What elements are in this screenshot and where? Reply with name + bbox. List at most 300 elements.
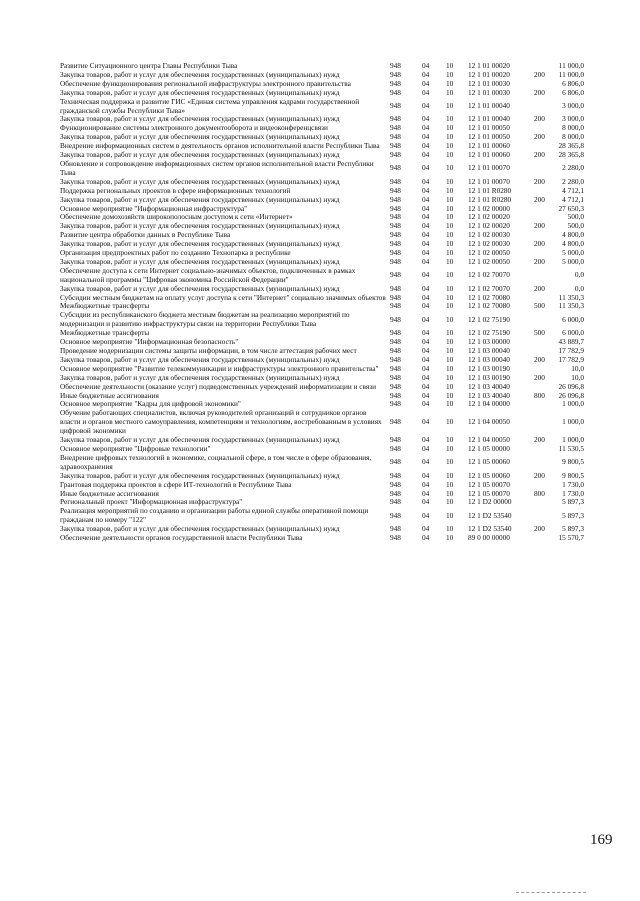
row-section-code: 04: [422, 132, 430, 142]
row-subsection-code: 10: [446, 399, 454, 409]
row-target-article: 12 1 01 00030: [468, 87, 510, 97]
row-ministry-code: 948: [390, 69, 401, 79]
row-subsection-code: 10: [446, 314, 454, 324]
row-ministry-code: 948: [390, 141, 401, 151]
row-section-code: 04: [422, 212, 430, 222]
row-amount: 10,0: [571, 372, 584, 382]
row-target-article: 12 1 05 00060: [468, 470, 510, 480]
row-target-article: 12 1 05 00000: [468, 443, 510, 453]
row-name: Закупка товаров, работ и услуг для обеспечения государственных (муниципальных) нужд: [60, 114, 340, 124]
row-name: Иные бюджетные ассигнования: [60, 488, 159, 498]
row-section-code: 04: [422, 176, 430, 186]
row-ministry-code: 948: [390, 354, 401, 364]
table-row: [60, 160, 584, 178]
row-subsection-code: 10: [446, 203, 454, 213]
row-amount: 0,0: [574, 270, 584, 280]
row-ministry-code: 948: [390, 457, 401, 467]
row-amount: 1 730,0: [562, 488, 584, 498]
row-section-code: 04: [422, 470, 430, 480]
row-name: Субсидии местным бюджетам на оплату услуг доступа к сети "Интернет" социально значимых объектов: [60, 292, 386, 302]
row-section-code: 04: [422, 510, 430, 520]
row-amount: 26 096,8: [558, 390, 584, 400]
row-subsection-code: 10: [446, 248, 454, 258]
row-ministry-code: 948: [390, 212, 401, 222]
row-section-code: 04: [422, 301, 430, 311]
row-expense-type: 200: [534, 256, 545, 266]
table-row: [60, 311, 584, 329]
row-target-article: 12 1 01 00050: [468, 132, 510, 142]
row-name: Поддержка региональных проектов в сфере информационных технологий: [60, 185, 291, 195]
row-section-code: 04: [422, 488, 430, 498]
row-amount: 9 800,5: [562, 457, 584, 467]
row-section-code: 04: [422, 363, 430, 373]
row-expense-type: 200: [534, 239, 545, 249]
row-ministry-code: 948: [390, 163, 401, 173]
row-subsection-code: 10: [446, 292, 454, 302]
row-ministry-code: 948: [390, 248, 401, 258]
row-section-code: 04: [422, 101, 430, 111]
row-section-code: 04: [422, 185, 430, 195]
row-target-article: 12 1 01 00060: [468, 141, 510, 151]
row-name: Закупка товаров, работ и услуг для обеспечения государственных (муниципальных) нужд: [60, 256, 340, 266]
row-section-code: 04: [422, 390, 430, 400]
row-subsection-code: 10: [446, 337, 454, 347]
row-section-code: 04: [422, 497, 430, 507]
row-ministry-code: 948: [390, 337, 401, 347]
row-name: Региональный проект "Информационная инфраструктура": [60, 497, 243, 507]
row-amount: 5 897,3: [562, 497, 584, 507]
row-name: Обеспечение деятельности органов государственной власти Республики Тыва: [60, 533, 303, 543]
row-section-code: 04: [422, 533, 430, 543]
row-target-article: 12 1 03 00040: [468, 346, 510, 355]
row-expense-type: [534, 534, 554, 543]
row-section-code: 04: [422, 69, 430, 79]
row-target-article: 12 1 02 70070: [468, 283, 510, 293]
row-amount: 11 350,3: [558, 301, 584, 311]
table-row: [60, 534, 584, 543]
row-subsection-code: 10: [446, 346, 454, 355]
row-subsection-code: 10: [446, 435, 454, 445]
row-target-article: 12 1 01 00040: [468, 114, 510, 124]
row-expense-type: 800: [534, 390, 545, 400]
row-expense-type: 200: [534, 524, 545, 534]
row-name: Организация предпроектных работ по созданию Технопарка в республике: [60, 248, 291, 258]
row-target-article: 12 1 03 40040: [468, 390, 510, 400]
row-amount: 4 800,0: [562, 239, 584, 249]
row-target-article: 12 1 03 00190: [468, 363, 510, 373]
row-section-code: 04: [422, 524, 430, 534]
row-name: Обеспечение функционирования региональной инфраструктуры электронного правительства: [60, 78, 351, 88]
table-row: [60, 267, 584, 285]
row-name: Грантовая поддержка проектов в сфере ИТ-технологий в Республике Тыва: [60, 479, 292, 489]
row-section-code: 04: [422, 372, 430, 382]
row-ministry-code: 948: [390, 435, 401, 445]
row-subsection-code: 10: [446, 524, 454, 534]
row-section-code: 04: [422, 194, 430, 204]
row-name: Закупка товаров, работ и услуг для обеспечения государственных (муниципальных) нужд: [60, 150, 340, 160]
row-section-code: 04: [422, 61, 430, 70]
row-ministry-code: 948: [390, 524, 401, 534]
row-section-code: 04: [422, 123, 430, 133]
row-name: Закупка товаров, работ и услуг для обеспечения государственных (муниципальных) нужд: [60, 470, 340, 480]
row-name: Обеспечение деятельности (оказание услуг) подведомственных учреждений информатизации и связи: [60, 381, 377, 391]
row-target-article: 12 1 03 00000: [468, 337, 510, 347]
row-amount: 1 000,0: [562, 435, 584, 445]
row-ministry-code: 948: [390, 470, 401, 480]
row-ministry-code: 948: [390, 114, 401, 124]
row-amount: 500,0: [567, 212, 584, 222]
row-section-code: 04: [422, 354, 430, 364]
row-section-code: 04: [422, 417, 430, 427]
row-section-code: 04: [422, 479, 430, 489]
row-name: Закупка товаров, работ и услуг для обеспечения государственных (муниципальных) нужд: [60, 194, 340, 204]
row-expense-type: 500: [534, 301, 545, 311]
row-name: Иные бюджетные ассигнования: [60, 390, 159, 400]
row-amount: 26 096,8: [558, 381, 584, 391]
row-expense-type: 200: [534, 354, 545, 364]
row-target-article: 12 1 03 40040: [468, 381, 510, 391]
row-target-article: 12 1 01 00030: [468, 78, 510, 88]
row-section-code: 04: [422, 256, 430, 266]
row-name: Закупка товаров, работ и услуг для обеспечения государственных (муниципальных) нужд: [60, 239, 340, 249]
row-ministry-code: 948: [390, 185, 401, 195]
row-subsection-code: 10: [446, 510, 454, 520]
row-section-code: 04: [422, 230, 430, 240]
row-amount: 43 889,7: [558, 337, 584, 347]
row-ministry-code: 948: [390, 256, 401, 266]
row-subsection-code: 10: [446, 301, 454, 311]
row-expense-type: 500: [534, 328, 545, 338]
row-name: Закупка товаров, работ и услуг для обеспечения государственных (муниципальных) нужд: [60, 372, 340, 382]
row-expense-type: [534, 400, 554, 409]
row-amount: 6 000,0: [562, 328, 584, 338]
row-name: Закупка товаров, работ и услуг для обеспечения государственных (муниципальных) нужд: [60, 524, 340, 534]
row-expense-type: [534, 160, 554, 178]
row-name: Техническая поддержка и развитие ГИС «Единая система управления кадрами государственной гражданской службы Республики Тыва»: [60, 96, 360, 115]
row-ministry-code: 948: [390, 132, 401, 142]
row-ministry-code: 948: [390, 390, 401, 400]
row-name: Закупка товаров, работ и услуг для обеспечения государственных (муниципальных) нужд: [60, 132, 340, 142]
row-target-article: 12 1 02 00020: [468, 212, 510, 222]
row-ministry-code: 948: [390, 194, 401, 204]
row-expense-type: [534, 311, 554, 329]
row-target-article: 12 1 01 00020: [468, 61, 510, 70]
row-name: Закупка товаров, работ и услуг для обеспечения государственных (муниципальных) нужд: [60, 283, 340, 293]
row-subsection-code: 10: [446, 176, 454, 186]
row-amount: 2 280,0: [562, 176, 584, 186]
row-target-article: 12 1 02 00020: [468, 221, 510, 231]
row-subsection-code: 10: [446, 417, 454, 427]
row-ministry-code: 948: [390, 510, 401, 520]
row-section-code: 04: [422, 163, 430, 173]
row-expense-type: 200: [534, 194, 545, 204]
row-expense-type: 200: [534, 283, 545, 293]
row-name: Основное мероприятие "Информационная безопасность": [60, 337, 239, 347]
row-ministry-code: 948: [390, 176, 401, 186]
row-section-code: 04: [422, 78, 430, 88]
row-name: Обновление и сопровождение информационных систем органов исполнительной власти Республики Тыва: [60, 158, 374, 177]
row-ministry-code: 948: [390, 381, 401, 391]
row-amount: 4 712,1: [562, 194, 584, 204]
row-expense-type: 200: [534, 176, 545, 186]
row-expense-type: 200: [534, 87, 545, 97]
budget-table: [60, 62, 584, 543]
row-section-code: 04: [422, 443, 430, 453]
row-name: Развитие Ситуационного центра Главы Республики Тыва: [60, 61, 238, 70]
row-ministry-code: 948: [390, 372, 401, 382]
row-subsection-code: 10: [446, 479, 454, 489]
row-subsection-code: 10: [446, 283, 454, 293]
row-subsection-code: 10: [446, 239, 454, 249]
row-section-code: 04: [422, 141, 430, 151]
row-subsection-code: 10: [446, 270, 454, 280]
row-subsection-code: 10: [446, 497, 454, 507]
row-expense-type: [534, 267, 554, 285]
row-name: Внедрение информационных систем в деятельность органов исполнительной власти Республики Тыва: [60, 141, 380, 151]
row-target-article: 12 1 02 00000: [468, 203, 510, 213]
row-amount: 28 365,8: [558, 141, 584, 151]
row-subsection-code: 10: [446, 185, 454, 195]
row-target-article: 89 0 00 00000: [468, 533, 510, 543]
row-target-article: 12 1 04 00050: [468, 417, 510, 427]
row-name: Закупка товаров, работ и услуг для обеспечения государственных (муниципальных) нужд: [60, 69, 340, 79]
row-name: Развитие центра обработки данных в Республике Тыва: [60, 230, 231, 240]
row-expense-type: [534, 338, 554, 347]
row-ministry-code: 948: [390, 497, 401, 507]
row-ministry-code: 948: [390, 78, 401, 88]
row-expense-type: [534, 454, 554, 472]
row-name: Закупка товаров, работ и услуг для обеспечения государственных (муниципальных) нужд: [60, 176, 340, 186]
row-subsection-code: 10: [446, 114, 454, 124]
row-target-article: 12 1 04 00000: [468, 399, 510, 409]
row-amount: 3 000,0: [562, 114, 584, 124]
row-section-code: 04: [422, 87, 430, 97]
row-subsection-code: 10: [446, 381, 454, 391]
row-subsection-code: 10: [446, 328, 454, 338]
row-expense-type: 200: [534, 69, 545, 79]
row-expense-type: 200: [534, 372, 545, 382]
row-amount: 28 365,8: [558, 150, 584, 160]
row-subsection-code: 10: [446, 354, 454, 364]
row-amount: 15 570,7: [558, 533, 584, 543]
row-subsection-code: 10: [446, 470, 454, 480]
row-subsection-code: 10: [446, 390, 454, 400]
row-amount: 5 897,3: [562, 524, 584, 534]
row-section-code: 04: [422, 292, 430, 302]
row-subsection-code: 10: [446, 230, 454, 240]
row-amount: 1 730,0: [562, 479, 584, 489]
row-amount: 11 530,5: [558, 443, 584, 453]
row-section-code: 04: [422, 150, 430, 160]
row-ministry-code: 948: [390, 328, 401, 338]
table-row: [60, 507, 584, 525]
row-expense-type: [534, 205, 554, 214]
row-target-article: 12 1 02 00030: [468, 239, 510, 249]
row-amount: 17 782,9: [558, 346, 584, 355]
row-target-article: 12 1 01 00070: [468, 176, 510, 186]
row-target-article: 12 1 05 00060: [468, 457, 510, 467]
row-target-article: 12 1 02 00050: [468, 256, 510, 266]
row-section-code: 04: [422, 328, 430, 338]
row-subsection-code: 10: [446, 488, 454, 498]
row-amount: 11 000,0: [558, 69, 584, 79]
row-target-article: 12 1 01 R0280: [468, 194, 512, 204]
row-section-code: 04: [422, 283, 430, 293]
row-section-code: 04: [422, 435, 430, 445]
row-amount: 4 712,1: [562, 185, 584, 195]
row-ministry-code: 948: [390, 443, 401, 453]
row-amount: 10,0: [571, 363, 584, 373]
row-subsection-code: 10: [446, 87, 454, 97]
row-amount: 2 280,0: [562, 163, 584, 173]
row-target-article: 12 1 D2 53540: [468, 510, 512, 520]
row-subsection-code: 10: [446, 101, 454, 111]
row-amount: 6 000,0: [562, 314, 584, 324]
row-expense-type: 800: [534, 488, 545, 498]
scan-artifact: [516, 892, 586, 894]
row-amount: 17 782,9: [558, 354, 584, 364]
row-ministry-code: 948: [390, 479, 401, 489]
row-expense-type: [534, 507, 554, 525]
row-name: Реализация мероприятий по созданию и организации работы единой службы оперативной помощи гражданам по номеру "122": [60, 506, 369, 525]
row-amount: 8 000,0: [562, 132, 584, 142]
row-target-article: 12 1 02 00030: [468, 230, 510, 240]
table-row: [60, 409, 584, 436]
row-subsection-code: 10: [446, 61, 454, 70]
row-amount: 1 000,0: [562, 399, 584, 409]
row-amount: 6 806,0: [562, 87, 584, 97]
row-ministry-code: 948: [390, 314, 401, 324]
row-amount: 9 800,5: [562, 470, 584, 480]
row-expense-type: 200: [534, 132, 545, 142]
row-subsection-code: 10: [446, 533, 454, 543]
row-name: Закупка товаров, работ и услуг для обеспечения государственных (муниципальных) нужд: [60, 221, 340, 231]
row-name: Межбюджетные трансферты: [60, 301, 150, 311]
row-name: Внедрение цифровых технологий в экономике, социальной сфере, в том числе в сфере образования, здравоохранения: [60, 452, 372, 471]
row-ministry-code: 948: [390, 150, 401, 160]
row-ministry-code: 948: [390, 239, 401, 249]
row-subsection-code: 10: [446, 132, 454, 142]
row-name: Закупка товаров, работ и услуг для обеспечения государственных (муниципальных) нужд: [60, 354, 340, 364]
row-section-code: 04: [422, 399, 430, 409]
row-expense-type: [534, 409, 554, 436]
row-section-code: 04: [422, 248, 430, 258]
row-subsection-code: 10: [446, 363, 454, 373]
row-name: Обеспечение доступа к сети Интернет социально-значимых объектов, подключенных в рамках национальной программы "Цифровая экономика Российской Федерации": [60, 265, 356, 284]
row-name: Обеспечение домохозяйств широкополосным доступом к сети «Интернет»: [60, 212, 293, 222]
row-amount: 1 000,0: [562, 417, 584, 427]
row-ministry-code: 948: [390, 346, 401, 355]
row-section-code: 04: [422, 314, 430, 324]
row-subsection-code: 10: [446, 141, 454, 151]
row-target-article: 12 1 02 75190: [468, 314, 510, 324]
row-amount: 5 897,3: [562, 510, 584, 520]
row-amount: 6 806,0: [562, 78, 584, 88]
row-subsection-code: 10: [446, 163, 454, 173]
row-target-article: 12 1 03 00040: [468, 354, 510, 364]
row-ministry-code: 948: [390, 417, 401, 427]
row-name: Основное мероприятие "Развитие телекоммуникации и инфраструктуры электронного правительства": [60, 363, 379, 373]
row-subsection-code: 10: [446, 457, 454, 467]
row-amount: 11 000,0: [558, 61, 584, 70]
row-section-code: 04: [422, 203, 430, 213]
row-target-article: 12 1 05 00070: [468, 479, 510, 489]
row-subsection-code: 10: [446, 69, 454, 79]
row-amount: 0,0: [574, 283, 584, 293]
row-name: Межбюджетные трансферты: [60, 328, 150, 338]
row-subsection-code: 10: [446, 123, 454, 133]
row-ministry-code: 948: [390, 283, 401, 293]
row-expense-type: 200: [534, 435, 545, 445]
row-name: Функционирование системы электронного документооборота и видеоконференцсвязи: [60, 123, 328, 133]
row-name: Основное мероприятие "Кадры для цифровой экономики": [60, 399, 241, 409]
row-amount: 500,0: [567, 221, 584, 231]
table-row: [60, 98, 584, 116]
row-subsection-code: 10: [446, 372, 454, 382]
row-amount: 8 000,0: [562, 123, 584, 133]
row-subsection-code: 10: [446, 221, 454, 231]
row-subsection-code: 10: [446, 212, 454, 222]
row-expense-type: [534, 498, 554, 507]
row-section-code: 04: [422, 239, 430, 249]
row-amount: 3 000,0: [562, 101, 584, 111]
row-ministry-code: 948: [390, 87, 401, 97]
row-subsection-code: 10: [446, 256, 454, 266]
row-ministry-code: 948: [390, 230, 401, 240]
row-section-code: 04: [422, 457, 430, 467]
row-expense-type: 200: [534, 150, 545, 160]
row-target-article: 12 1 01 R0280: [468, 185, 512, 195]
row-target-article: 12 1 01 00020: [468, 69, 510, 79]
row-target-article: 12 1 D2 00000: [468, 497, 512, 507]
row-name: Обучение работающих специалистов, включая руководителей организаций и сотрудников органов власти и органов местного самоуправления, компетенциям и технологиям, востребованным в условиях цифровой экономики: [60, 408, 382, 436]
row-target-article: 12 1 05 00070: [468, 488, 510, 498]
row-ministry-code: 948: [390, 488, 401, 498]
row-ministry-code: 948: [390, 203, 401, 213]
row-target-article: 12 1 02 70070: [468, 270, 510, 280]
row-section-code: 04: [422, 270, 430, 280]
row-target-article: 12 1 03 00190: [468, 372, 510, 382]
row-expense-type: 200: [534, 221, 545, 231]
row-expense-type: 200: [534, 114, 545, 124]
row-subsection-code: 10: [446, 78, 454, 88]
row-subsection-code: 10: [446, 150, 454, 160]
row-ministry-code: 948: [390, 363, 401, 373]
row-ministry-code: 948: [390, 221, 401, 231]
row-target-article: 12 1 02 70080: [468, 301, 510, 311]
row-amount: 5 000,0: [562, 248, 584, 258]
row-amount: 11 350,3: [558, 292, 584, 302]
row-amount: 27 650,3: [558, 203, 584, 213]
page-number: 169: [590, 832, 613, 848]
row-expense-type: 200: [534, 470, 545, 480]
row-section-code: 04: [422, 337, 430, 347]
row-ministry-code: 948: [390, 123, 401, 133]
row-section-code: 04: [422, 221, 430, 231]
row-ministry-code: 948: [390, 399, 401, 409]
budget-table-body: [60, 62, 584, 543]
row-target-article: 12 1 01 00070: [468, 163, 510, 173]
row-name: Проведение модернизации системы защиты информации, в том числе аттестация рабочих мест: [60, 346, 357, 355]
row-section-code: 04: [422, 381, 430, 391]
row-expense-type: [534, 98, 554, 116]
row-ministry-code: 948: [390, 292, 401, 302]
row-target-article: 12 1 02 00050: [468, 248, 510, 258]
row-section-code: 04: [422, 114, 430, 124]
row-ministry-code: 948: [390, 270, 401, 280]
row-target-article: 12 1 02 70080: [468, 292, 510, 302]
row-ministry-code: 948: [390, 101, 401, 111]
